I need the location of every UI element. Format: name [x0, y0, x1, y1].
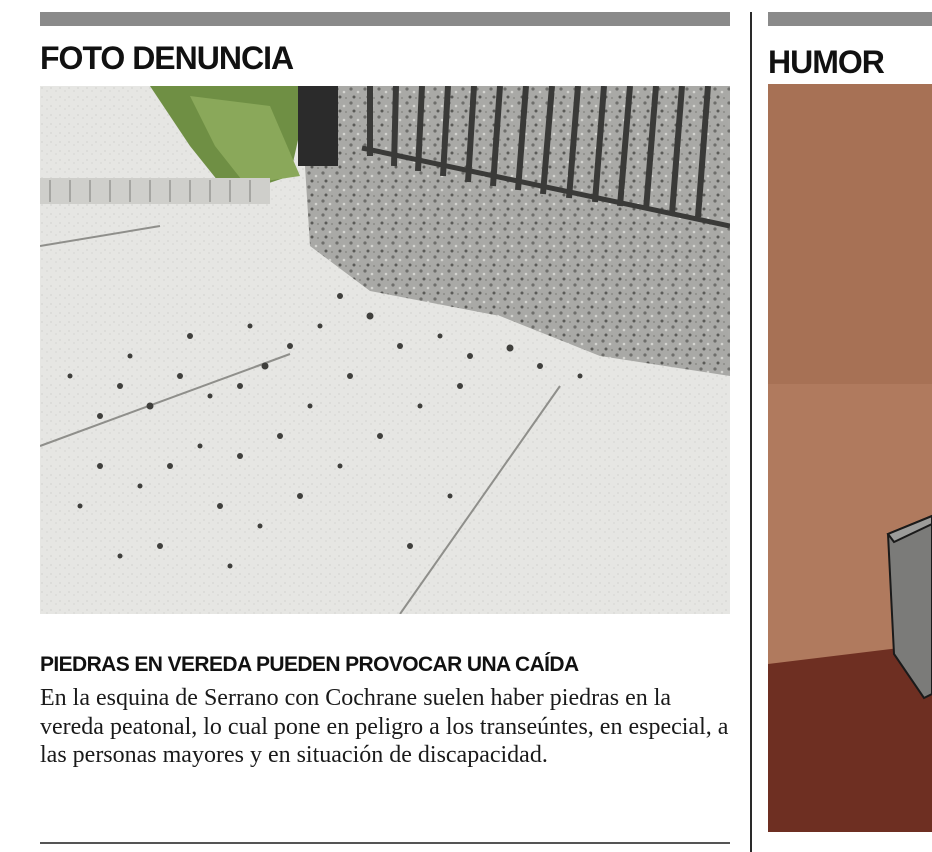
caption-body: En la esquina de Serrano con Cochrane suelen haber piedras en la vereda peatonal, lo cual pone en peligro a los transeúntes, en especial, a las personas mayores y en situación de discapacidad.: [40, 685, 729, 768]
caption-title: PIEDRAS EN VEREDA PUEDEN PROVOCAR UNA CAÍDA: [40, 653, 579, 676]
sidewalk-stones-photo: [40, 86, 730, 614]
section-bar-foto-denuncia: [40, 12, 730, 26]
bottom-rule: [40, 842, 730, 844]
section-heading-humor: HUMOR: [768, 44, 884, 80]
grate-strip: [40, 178, 270, 204]
fence-post: [298, 86, 338, 166]
section-bar-humor: [768, 12, 932, 26]
section-heading-foto-denuncia: FOTO DENUNCIA: [40, 40, 294, 76]
column-divider: [750, 12, 752, 852]
humor-cartoon: [768, 84, 932, 832]
